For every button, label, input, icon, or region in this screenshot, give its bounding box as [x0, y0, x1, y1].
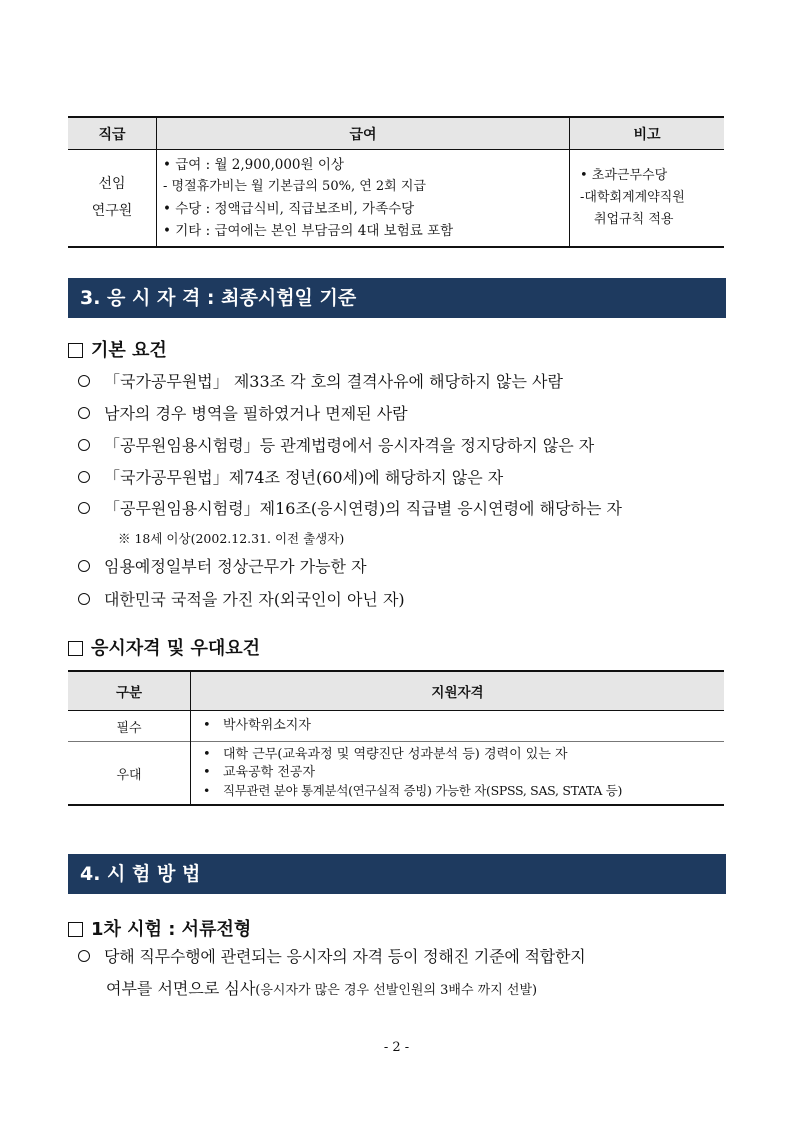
list-item — [78, 372, 563, 392]
checkbox-square-icon — [68, 641, 83, 656]
circle-bullet-icon — [78, 950, 90, 962]
item-text: 여부를 서면으로 심사 — [106, 979, 256, 998]
qualification-heading — [68, 634, 260, 660]
heading-text: 기본 요건 — [91, 340, 167, 361]
table-row — [68, 711, 724, 742]
notes-line: -대학회계계약직원 — [580, 190, 685, 205]
salary-table-header — [68, 117, 724, 150]
qualification-table-header — [68, 671, 724, 711]
age-note: ※ 18세 이상(2002.12.31. 이전 출생자) — [118, 531, 345, 546]
salary-line: • 급여 : 월 2,900,000원 이상 — [163, 157, 344, 173]
item-text: 「공무원임용시험령」등 관계법령에서 응시자격을 정지당하지 않은 자 — [104, 436, 595, 455]
stage1-continuation — [106, 976, 537, 999]
item-text: 박사학위소지자 — [223, 718, 311, 733]
checkbox-square-icon — [68, 922, 83, 937]
col-header-category: 구분 — [68, 671, 191, 711]
preferred-label: 우대 — [68, 742, 191, 806]
list-item — [78, 404, 408, 424]
item-text: 당해 직무수행에 관련되는 응시자의 자격 등이 정해진 기준에 적합한지 — [104, 947, 586, 966]
salary-table — [68, 116, 724, 248]
circle-bullet-icon — [78, 375, 90, 387]
rank-line: 연구원 — [91, 203, 133, 219]
bullet-glyph: • — [203, 718, 211, 733]
required-cell — [191, 711, 725, 742]
circle-bullet-icon — [78, 560, 90, 572]
item-text: 「국가공무원법」 제33조 각 호의 결격사유에 해당하지 않는 사람 — [104, 372, 563, 391]
preferred-item — [203, 746, 724, 764]
rank-line: 선임 — [98, 176, 126, 192]
list-item — [78, 590, 405, 610]
col-header-rank: 직급 — [68, 117, 157, 150]
list-item — [78, 947, 586, 967]
notes-cell — [570, 150, 725, 248]
item-text: 직무관련 분야 통계분석(연구실적 증빙) 가능한 자(SPSS, SAS, STATA 등) — [223, 783, 623, 798]
rank-cell — [68, 150, 157, 248]
bullet-glyph: • — [203, 783, 211, 798]
item-text: 임용예정일부터 정상근무가 가능한 자 — [104, 557, 367, 576]
heading-text: 응시자격 및 우대요건 — [91, 638, 261, 659]
section-4-banner: 4. 시 험 방 법 — [68, 854, 726, 894]
preferred-item — [203, 782, 724, 800]
circle-bullet-icon — [78, 471, 90, 483]
page-number: - 2 - — [383, 1040, 410, 1055]
bullet-glyph: • — [203, 747, 211, 762]
notes-line: • 초과근무수당 — [580, 168, 668, 183]
item-text: 남자의 경우 병역을 필하였거나 면제된 사람 — [104, 404, 408, 423]
qualification-table — [68, 670, 724, 806]
preferred-cell — [191, 742, 725, 806]
item-text: 「국가공무원법」제74조 정년(60세)에 해당하지 않은 자 — [104, 468, 504, 487]
col-header-salary: 급여 — [157, 117, 570, 150]
salary-table-row — [68, 150, 724, 248]
notes-line: 취업규칙 적용 — [594, 212, 674, 227]
checkbox-square-icon — [68, 343, 83, 358]
list-item — [78, 557, 367, 577]
col-header-notes: 비고 — [570, 117, 725, 150]
heading-text: 1차 시험 : 서류전형 — [91, 919, 252, 940]
table-row — [68, 742, 724, 806]
basic-requirements-heading — [68, 336, 167, 362]
salary-cell — [157, 150, 570, 248]
item-subtext: (응시자가 많은 경우 선발인원의 3배수 까지 선발) — [255, 983, 538, 998]
circle-bullet-icon — [78, 407, 90, 419]
salary-line: • 수당 : 정액급식비, 직급보조비, 가족수당 — [163, 201, 415, 217]
required-label: 필수 — [68, 711, 191, 742]
salary-line: • 기타 : 급여에는 본인 부담금의 4대 보험료 포함 — [163, 223, 454, 239]
circle-bullet-icon — [78, 502, 90, 514]
item-text: 대학 근무(교육과정 및 역량진단 성과분석 등) 경력이 있는 자 — [223, 747, 568, 762]
section-3-banner: 3. 응 시 자 격 : 최종시험일 기준 — [68, 278, 726, 318]
list-item — [78, 436, 594, 456]
salary-line: - 명절휴가비는 월 기본급의 50%, 연 2회 지급 — [163, 179, 426, 194]
circle-bullet-icon — [78, 439, 90, 451]
required-item — [203, 717, 724, 735]
preferred-item — [203, 764, 724, 782]
stage1-heading — [68, 915, 251, 941]
list-item — [78, 499, 622, 519]
circle-bullet-icon — [78, 593, 90, 605]
list-item — [78, 468, 503, 488]
item-text: 대한민국 국적을 가진 자(외국인이 아닌 자) — [104, 590, 405, 609]
col-header-qualification: 지원자격 — [191, 671, 725, 711]
item-text: 교육공학 전공자 — [223, 765, 316, 780]
bullet-glyph: • — [203, 765, 211, 780]
item-text: 「공무원임용시험령」제16조(응시연령)의 직급별 응시연령에 해당하는 자 — [104, 499, 622, 518]
